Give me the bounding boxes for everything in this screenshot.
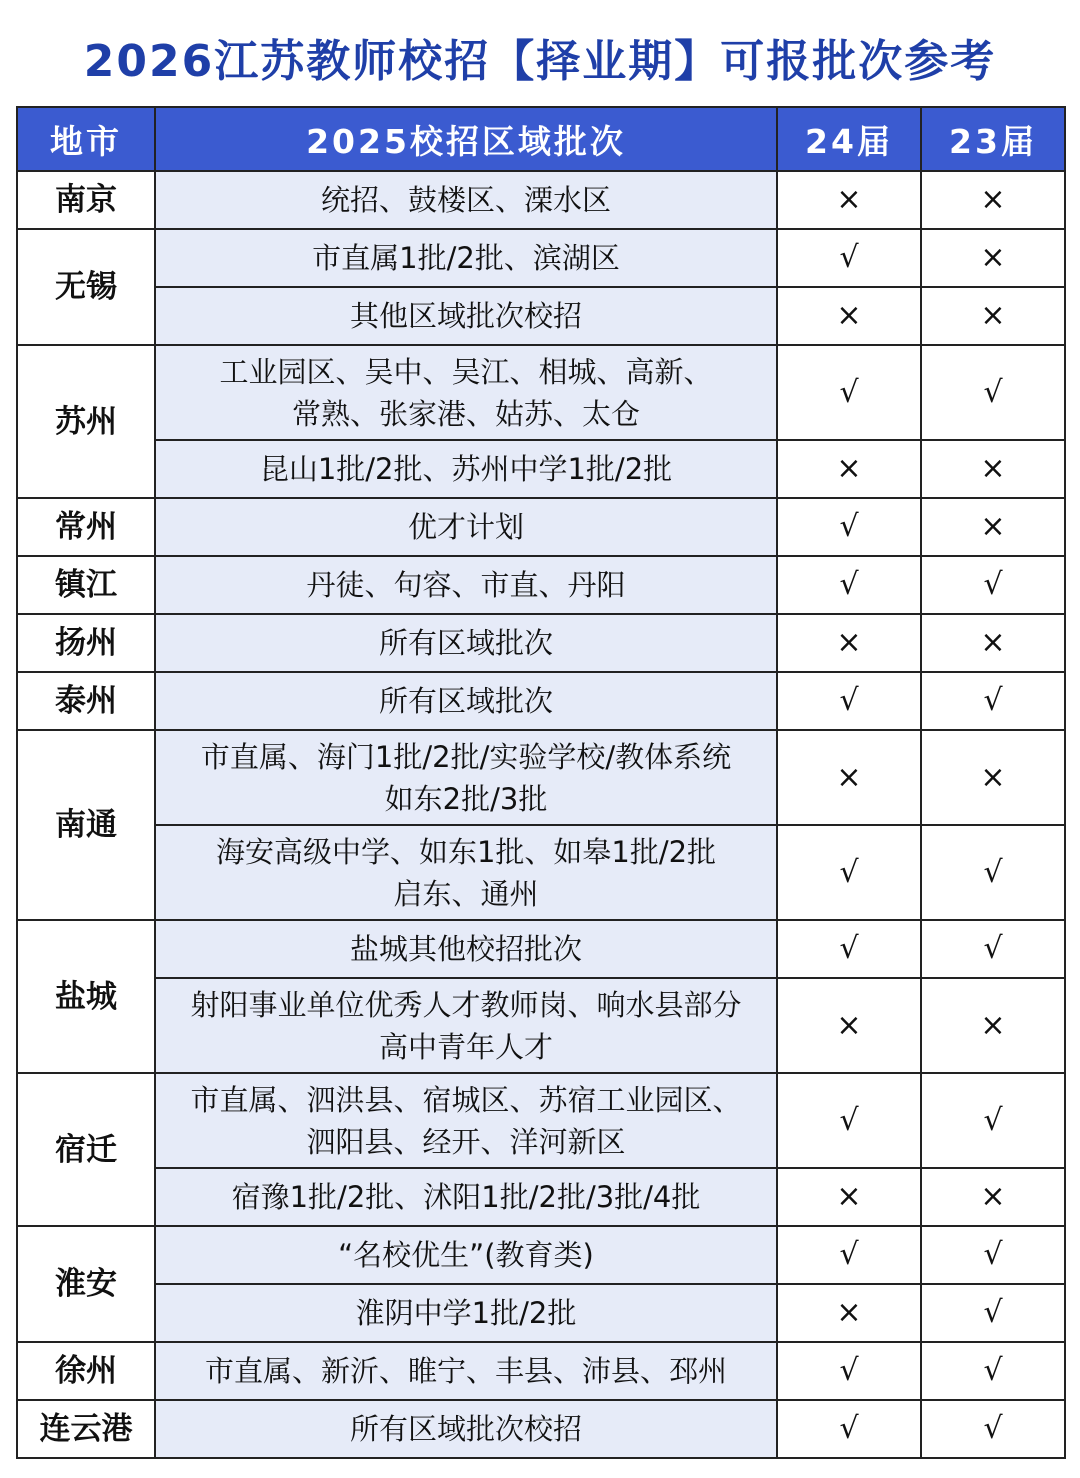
batch-line: 高中青年人才: [378, 1029, 553, 1064]
table-row: [17, 1168, 1065, 1226]
y23-mark-cell: ×: [921, 978, 1065, 1073]
table-row: [17, 440, 1065, 498]
y23-mark-cell: √: [921, 920, 1065, 978]
y23-mark-cell: ×: [921, 287, 1065, 345]
y23-mark-cell: √: [921, 1342, 1065, 1400]
y23-mark-cell: √: [921, 1073, 1065, 1168]
batch-line: 淮阴中学1批/2批: [355, 1296, 577, 1330]
city-cell: 徐州: [17, 1342, 155, 1400]
city-cell: 无锡: [17, 229, 155, 345]
table-row: [17, 229, 1065, 287]
batch-line: 丹徒、句容、市直、丹阳: [306, 568, 626, 602]
batch-cell: [155, 1400, 777, 1458]
batch-cell: [155, 498, 777, 556]
y23-mark-cell: √: [921, 1284, 1065, 1342]
table-row: [17, 1342, 1065, 1400]
batch-line: 市直属1批/2批、滨湖区: [312, 241, 620, 275]
table-row: [17, 978, 1065, 1073]
y23-mark-cell: ×: [921, 229, 1065, 287]
y24-mark-cell: ×: [777, 287, 921, 345]
y24-mark-cell: √: [777, 556, 921, 614]
city-cell: 扬州: [17, 614, 155, 672]
batch-line: 如东2批/3批: [384, 781, 548, 816]
batch-line: 统招、鼓楼区、溧水区: [320, 183, 611, 217]
city-cell: 盐城: [17, 920, 155, 1073]
city-cell: 镇江: [17, 556, 155, 614]
batch-line: 启东、通州: [393, 876, 539, 911]
table-row: [17, 556, 1065, 614]
y24-mark-cell: ×: [777, 1284, 921, 1342]
batch-table: [16, 106, 1066, 1459]
batch-cell: [155, 1284, 777, 1342]
city-cell: 连云港: [17, 1400, 155, 1458]
batch-line: 所有区域批次校招: [349, 1412, 582, 1446]
table-row: [17, 171, 1065, 229]
header-city: 地市: [17, 107, 155, 171]
city-cell: 淮安: [17, 1226, 155, 1342]
batch-line: 工业园区、吴中、吴江、相城、高新、: [219, 354, 713, 389]
table-row: [17, 730, 1065, 825]
batch-cell: [155, 1073, 777, 1168]
table-row: [17, 287, 1065, 345]
y23-mark-cell: √: [921, 1400, 1065, 1458]
y24-mark-cell: ×: [777, 171, 921, 229]
batch-cell: [155, 287, 777, 345]
table-row: [17, 1073, 1065, 1168]
batch-cell: [155, 978, 777, 1073]
batch-line: 宿豫1批/2批、沭阳1批/2批/3批/4批: [231, 1180, 701, 1214]
city-cell: 苏州: [17, 345, 155, 498]
header-y23: 23届: [921, 107, 1065, 171]
table-row: [17, 345, 1065, 440]
table-body: [17, 171, 1065, 1458]
city-cell: 宿迁: [17, 1073, 155, 1226]
batch-line: 其他区域批次校招: [349, 299, 582, 333]
batch-line: 射阳事业单位优秀人才教师岗、响水县部分: [190, 987, 742, 1022]
batch-line: 泗阳县、经开、洋河新区: [306, 1124, 626, 1159]
y23-mark-cell: √: [921, 556, 1065, 614]
city-cell: 南通: [17, 730, 155, 920]
batch-cell: [155, 920, 777, 978]
table-row: [17, 672, 1065, 730]
batch-cell: [155, 345, 777, 440]
y24-mark-cell: √: [777, 498, 921, 556]
city-cell: 泰州: [17, 672, 155, 730]
batch-line: 昆山1批/2批、苏州中学1批/2批: [259, 452, 673, 486]
batch-cell: [155, 614, 777, 672]
y24-mark-cell: √: [777, 1226, 921, 1284]
table-row: [17, 1226, 1065, 1284]
y24-mark-cell: √: [777, 1073, 921, 1168]
table-row: [17, 614, 1065, 672]
y24-mark-cell: √: [777, 345, 921, 440]
batch-line: 常熟、张家港、姑苏、太仓: [291, 396, 640, 431]
batch-line: 市直属、新沂、睢宁、丰县、沛县、邳州: [204, 1354, 727, 1388]
y24-mark-cell: ×: [777, 614, 921, 672]
y24-mark-cell: √: [777, 672, 921, 730]
batch-cell: [155, 730, 777, 825]
batch-line: 优才计划: [407, 510, 524, 544]
batch-line: 市直属、泗洪县、宿城区、苏宿工业园区、: [190, 1082, 742, 1117]
y23-mark-cell: ×: [921, 440, 1065, 498]
batch-cell: [155, 556, 777, 614]
batch-line: 市直属、海门1批/2批/实验学校/教体系统: [200, 739, 732, 774]
batch-cell: [155, 1168, 777, 1226]
table-row: [17, 498, 1065, 556]
y23-mark-cell: ×: [921, 1168, 1065, 1226]
table-row: [17, 1284, 1065, 1342]
header-y24: 24届: [777, 107, 921, 171]
city-cell: 南京: [17, 171, 155, 229]
y24-mark-cell: √: [777, 1400, 921, 1458]
batch-table-wrap: [16, 106, 1064, 1459]
batch-line: “名校优生”(教育类): [338, 1238, 594, 1272]
batch-cell: [155, 825, 777, 920]
y23-mark-cell: √: [921, 825, 1065, 920]
y24-mark-cell: ×: [777, 1168, 921, 1226]
y23-mark-cell: ×: [921, 498, 1065, 556]
batch-line: 盐城其他校招批次: [349, 932, 582, 966]
y23-mark-cell: ×: [921, 171, 1065, 229]
y23-mark-cell: √: [921, 1226, 1065, 1284]
y24-mark-cell: √: [777, 1342, 921, 1400]
batch-cell: [155, 1342, 777, 1400]
batch-line: 所有区域批次: [378, 684, 553, 718]
header-row: [17, 107, 1065, 171]
y24-mark-cell: ×: [777, 440, 921, 498]
y24-mark-cell: ×: [777, 978, 921, 1073]
y24-mark-cell: √: [777, 825, 921, 920]
header-batch: 2025校招区域批次: [155, 107, 777, 171]
y24-mark-cell: √: [777, 920, 921, 978]
y23-mark-cell: √: [921, 672, 1065, 730]
y24-mark-cell: ×: [777, 730, 921, 825]
table-row: [17, 1400, 1065, 1458]
batch-cell: [155, 1226, 777, 1284]
y23-mark-cell: √: [921, 345, 1065, 440]
batch-cell: [155, 171, 777, 229]
table-row: [17, 825, 1065, 920]
page-title: 2026江苏教师校招【择业期】可报批次参考: [83, 36, 997, 87]
batch-cell: [155, 672, 777, 730]
batch-cell: [155, 229, 777, 287]
y24-mark-cell: √: [777, 229, 921, 287]
batch-line: 所有区域批次: [378, 626, 553, 660]
y23-mark-cell: ×: [921, 730, 1065, 825]
table-row: [17, 920, 1065, 978]
city-cell: 常州: [17, 498, 155, 556]
batch-line: 海安高级中学、如东1批、如皋1批/2批: [215, 834, 717, 869]
y23-mark-cell: ×: [921, 614, 1065, 672]
batch-cell: [155, 440, 777, 498]
